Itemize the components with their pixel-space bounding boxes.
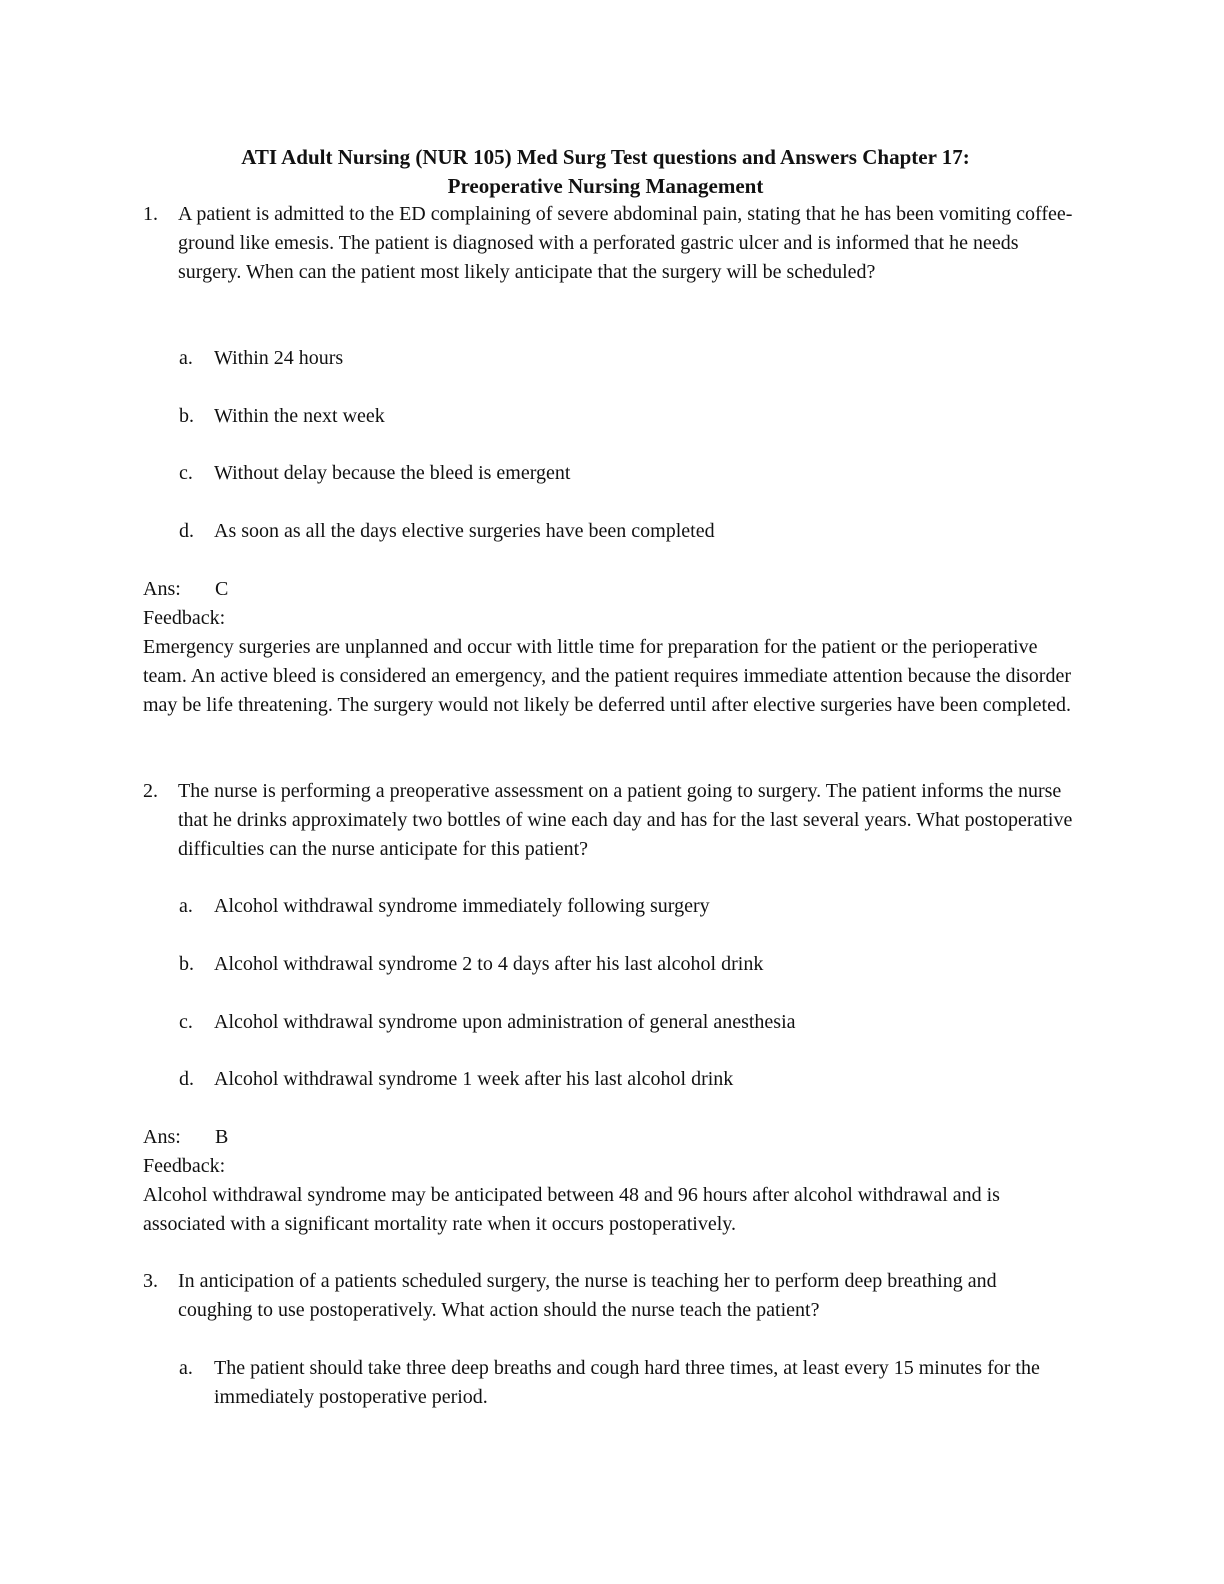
option-text: Alcohol withdrawal syndrome upon administration of general anesthesia — [214, 1011, 796, 1033]
document-title — [143, 143, 1068, 201]
feedback-label-1: Feedback: — [143, 607, 226, 629]
answer-value: B — [215, 1126, 229, 1148]
option-1b — [179, 402, 1059, 431]
option-1d — [179, 517, 1059, 546]
question-number: 1. — [143, 203, 158, 225]
option-text: Within the next week — [214, 405, 385, 427]
option-text: Alcohol withdrawal syndrome immediately following surgery — [214, 895, 710, 917]
option-text: Alcohol withdrawal syndrome 2 to 4 days after his last alcohol drink — [214, 953, 764, 975]
option-letter: c. — [179, 462, 193, 484]
option-1c — [179, 459, 1059, 488]
option-text: Without delay because the bleed is emergent — [214, 462, 571, 484]
question-3 — [143, 1267, 1073, 1325]
option-letter: a. — [179, 1357, 193, 1379]
feedback-text-1: Emergency surgeries are unplanned and occur with little time for preparation for the patient or the perioperative team. An active bleed is considered an emergency, and the patient requires immediate attention because the disorder may be life threatening. The surgery would not likely be deferred until after elective surgeries have been completed. — [143, 636, 1071, 716]
answer-2 — [143, 1123, 229, 1152]
option-2b — [179, 950, 1059, 979]
answer-label: Ans: — [143, 578, 181, 600]
feedback-label-2: Feedback: — [143, 1155, 226, 1177]
option-2a — [179, 892, 1059, 921]
title-line-1: ATI Adult Nursing (NUR 105) Med Surg Test questions and Answers Chapter 17: — [241, 145, 970, 169]
option-letter: c. — [179, 1011, 193, 1033]
option-letter: d. — [179, 1068, 194, 1090]
answer-value: C — [215, 578, 229, 600]
answer-label: Ans: — [143, 1126, 181, 1148]
option-text: As soon as all the days elective surgeries have been completed — [214, 520, 715, 542]
option-letter: a. — [179, 347, 193, 369]
option-letter: d. — [179, 520, 194, 542]
question-1 — [143, 200, 1073, 286]
question-text: The nurse is performing a preoperative assessment on a patient going to surgery. The patient informs the nurse that he drinks approximately two bottles of wine each day and has for the last several years. What postoperative difficulties can the nurse anticipate for this patient? — [178, 780, 1073, 860]
option-letter: b. — [179, 953, 194, 975]
option-1a — [179, 344, 1059, 373]
answer-1 — [143, 575, 229, 604]
question-2 — [143, 777, 1073, 863]
option-2c — [179, 1008, 1059, 1037]
option-text: The patient should take three deep breaths and cough hard three times, at least every 15 minutes for the immediately postoperative period. — [214, 1357, 1040, 1408]
question-number: 3. — [143, 1270, 158, 1292]
question-text: A patient is admitted to the ED complaining of severe abdominal pain, stating that he has been vomiting coffee-ground like emesis. The patient is diagnosed with a perforated gastric ulcer and is informed that he needs surgery. When can the patient most likely anticipate that the surgery will be scheduled? — [178, 203, 1073, 283]
option-3a — [179, 1354, 1059, 1412]
title-line-2: Preoperative Nursing Management — [447, 174, 764, 198]
question-text: In anticipation of a patients scheduled surgery, the nurse is teaching her to perform deep breathing and coughing to use postoperatively. What action should the nurse teach the patient? — [178, 1270, 997, 1321]
option-2d — [179, 1065, 1059, 1094]
option-text: Alcohol withdrawal syndrome 1 week after his last alcohol drink — [214, 1068, 734, 1090]
option-letter: b. — [179, 405, 194, 427]
option-letter: a. — [179, 895, 193, 917]
feedback-text-2: Alcohol withdrawal syndrome may be anticipated between 48 and 96 hours after alcohol withdrawal and is associated with a significant mortality rate when it occurs postoperatively. — [143, 1184, 1000, 1235]
question-number: 2. — [143, 780, 158, 802]
option-text: Within 24 hours — [214, 347, 344, 369]
